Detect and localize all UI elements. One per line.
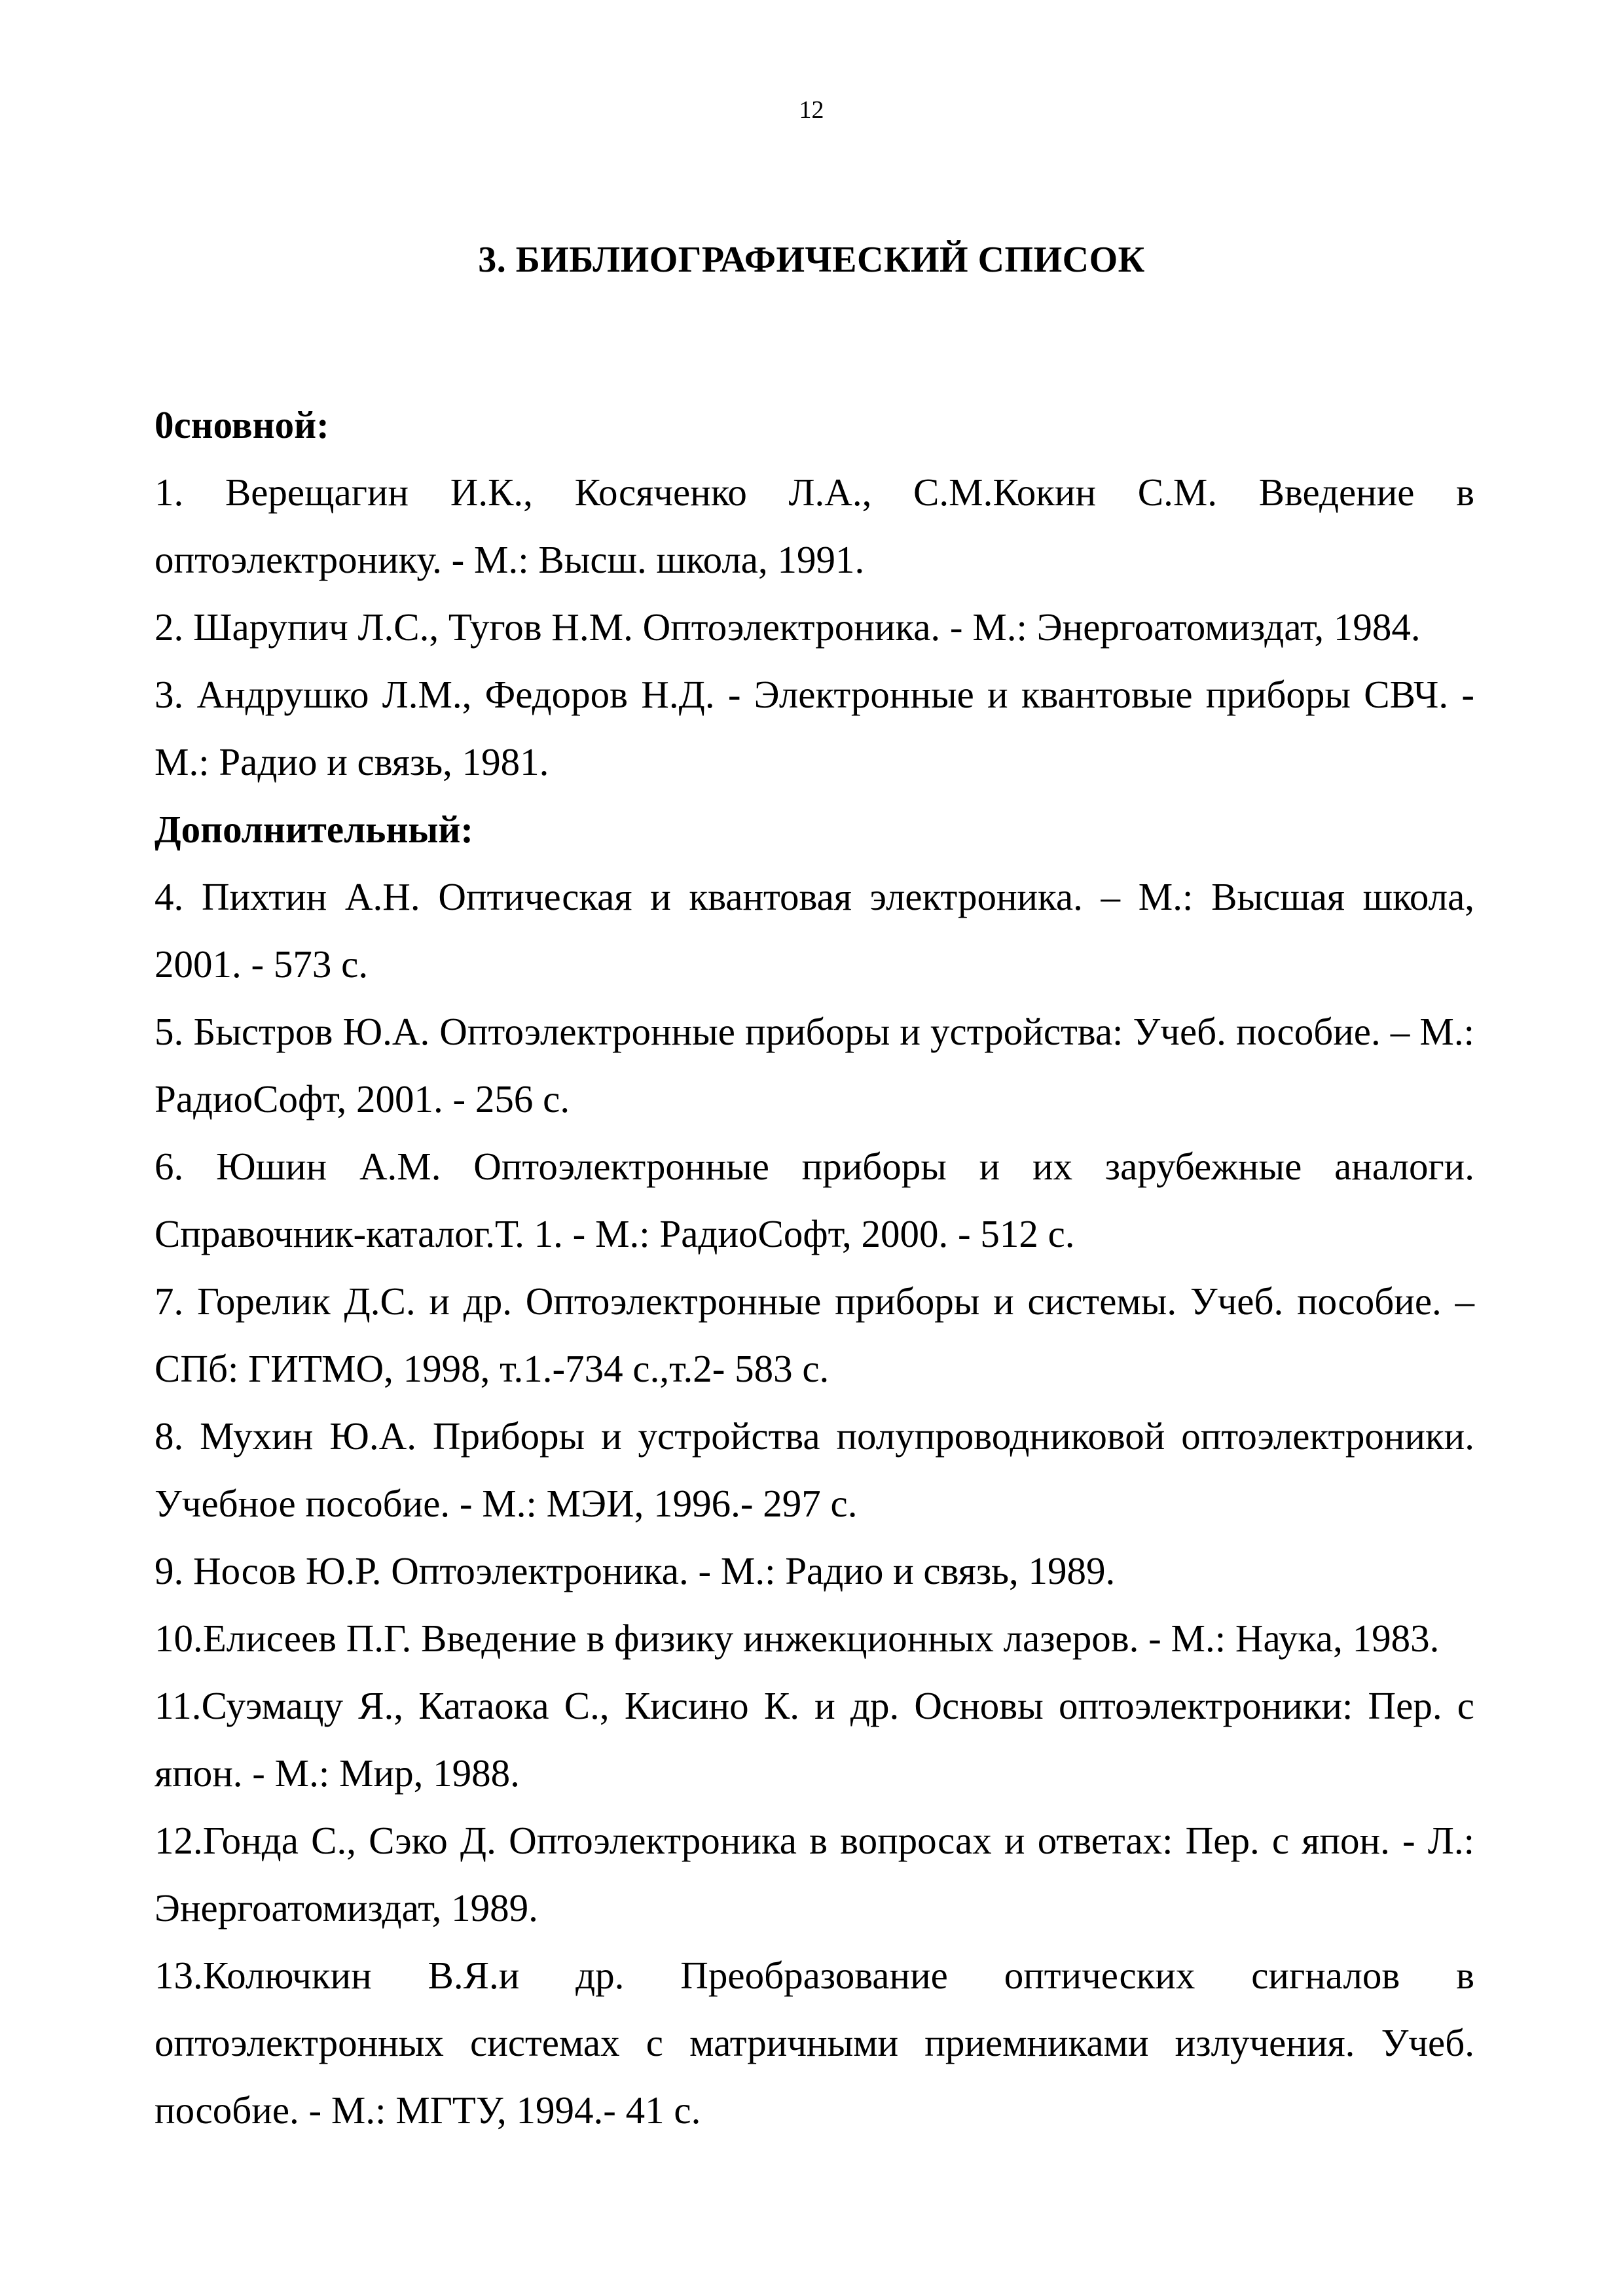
list-item-text: Пихтин А.Н. Оптическая и квантовая электроника. – М.: Высшая школа, 2001. - 573 с. xyxy=(155,875,1475,986)
list-item-number: 10. xyxy=(155,1617,203,1660)
list-item-number: 2. xyxy=(155,605,193,649)
list-item xyxy=(155,1672,1474,1807)
list-item-number: 12. xyxy=(155,1819,203,1862)
list-item xyxy=(155,863,1474,998)
list-item-text: Горелик Д.С. и др. Оптоэлектронные приборы и системы. Учеб. пособие. – СПб: ГИТМО, 1998, т.1.-734 с.,т.2- 583 с. xyxy=(155,1280,1474,1390)
list-item-text: Юшин А.М. Оптоэлектронные приборы и их зарубежные аналоги. Справочник-каталог.Т. 1. - М.: РадиоСофт, 2000. - 512 с. xyxy=(155,1145,1474,1255)
list-item-number: 9. xyxy=(155,1549,193,1592)
list-item-text: Носов Ю.Р. Оптоэлектроника. - М.: Радио и связь, 1989. xyxy=(193,1549,1116,1592)
bibliography-list xyxy=(155,391,1474,2144)
list-item xyxy=(155,1807,1474,1942)
list-item-text: Андрушко Л.М., Федоров Н.Д. - Электронные и квантовые приборы СВЧ. - М.: Радио и связь, 1981. xyxy=(155,673,1475,783)
list-item-text: Колючкин В.Я.и др. Преобразование оптических сигналов в оптоэлектронных системах с матричными приемниками излучения. Учеб. пособие. - М.: МГТУ, 1994.- 41 с. xyxy=(155,1954,1474,2132)
page-number: 12 xyxy=(799,96,824,124)
list-item xyxy=(155,1268,1474,1403)
list-item xyxy=(155,1133,1474,1268)
list-item-text: Гонда С., Сэко Д. Оптоэлектроника в вопросах и ответах: Пер. с япон. - Л.: Энергоатомиздат, 1989. xyxy=(155,1819,1474,1929)
list-item xyxy=(155,1942,1474,2144)
list-item xyxy=(155,1605,1474,1672)
list-item-number: 11. xyxy=(155,1684,202,1727)
list-item xyxy=(155,459,1474,594)
list-item-number: 8. xyxy=(155,1414,200,1458)
list-item xyxy=(155,998,1474,1133)
list-item-number: 1. xyxy=(155,471,225,514)
list-item-text: Елисеев П.Г. Введение в физику инжекционных лазеров. - М.: Наука, 1983. xyxy=(202,1617,1440,1660)
section-heading-additional: Дополнительный: xyxy=(155,808,474,851)
list-item-text: Мухин Ю.А. Приборы и устройства полупроводниковой оптоэлектроники. Учебное пособие. - М.: МЭИ, 1996.- 297 с. xyxy=(155,1414,1474,1525)
list-item xyxy=(155,1537,1474,1605)
list-item-text: Верещагин И.К., Косяченко Л.А., С.М.Кокин С.М. Введение в оптоэлектронику. - М.: Высш. школа, 1991. xyxy=(155,471,1474,581)
list-item-text: Шарупич Л.С., Тугов Н.М. Оптоэлектроника. - М.: Энергоатомиздат, 1984. xyxy=(193,605,1421,649)
list-item-number: 6. xyxy=(155,1145,216,1188)
list-item-text: Быстров Ю.А. Оптоэлектронные приборы и устройства: Учеб. пособие. – М.: РадиоСофт, 2001. - 256 с. xyxy=(155,1010,1474,1121)
list-item-number: 4. xyxy=(155,875,202,918)
list-item-number: 7. xyxy=(155,1280,197,1323)
list-item-text: Суэмацу Я., Катаока С., Кисино К. и др. Основы оптоэлектроники: Пер. с япон. - М.: Мир, 1988. xyxy=(155,1684,1474,1795)
list-item xyxy=(155,594,1474,661)
list-item-number: 5. xyxy=(155,1010,194,1053)
list-item-number: 13. xyxy=(155,1954,203,1997)
page-title: 3. БИБЛИОГРАФИЧЕСКИЙ СПИСОК xyxy=(478,240,1145,280)
list-item-number: 3. xyxy=(155,673,197,716)
list-item xyxy=(155,1403,1474,1537)
list-item xyxy=(155,661,1474,796)
section-heading-basic: 0сновной: xyxy=(155,403,329,446)
